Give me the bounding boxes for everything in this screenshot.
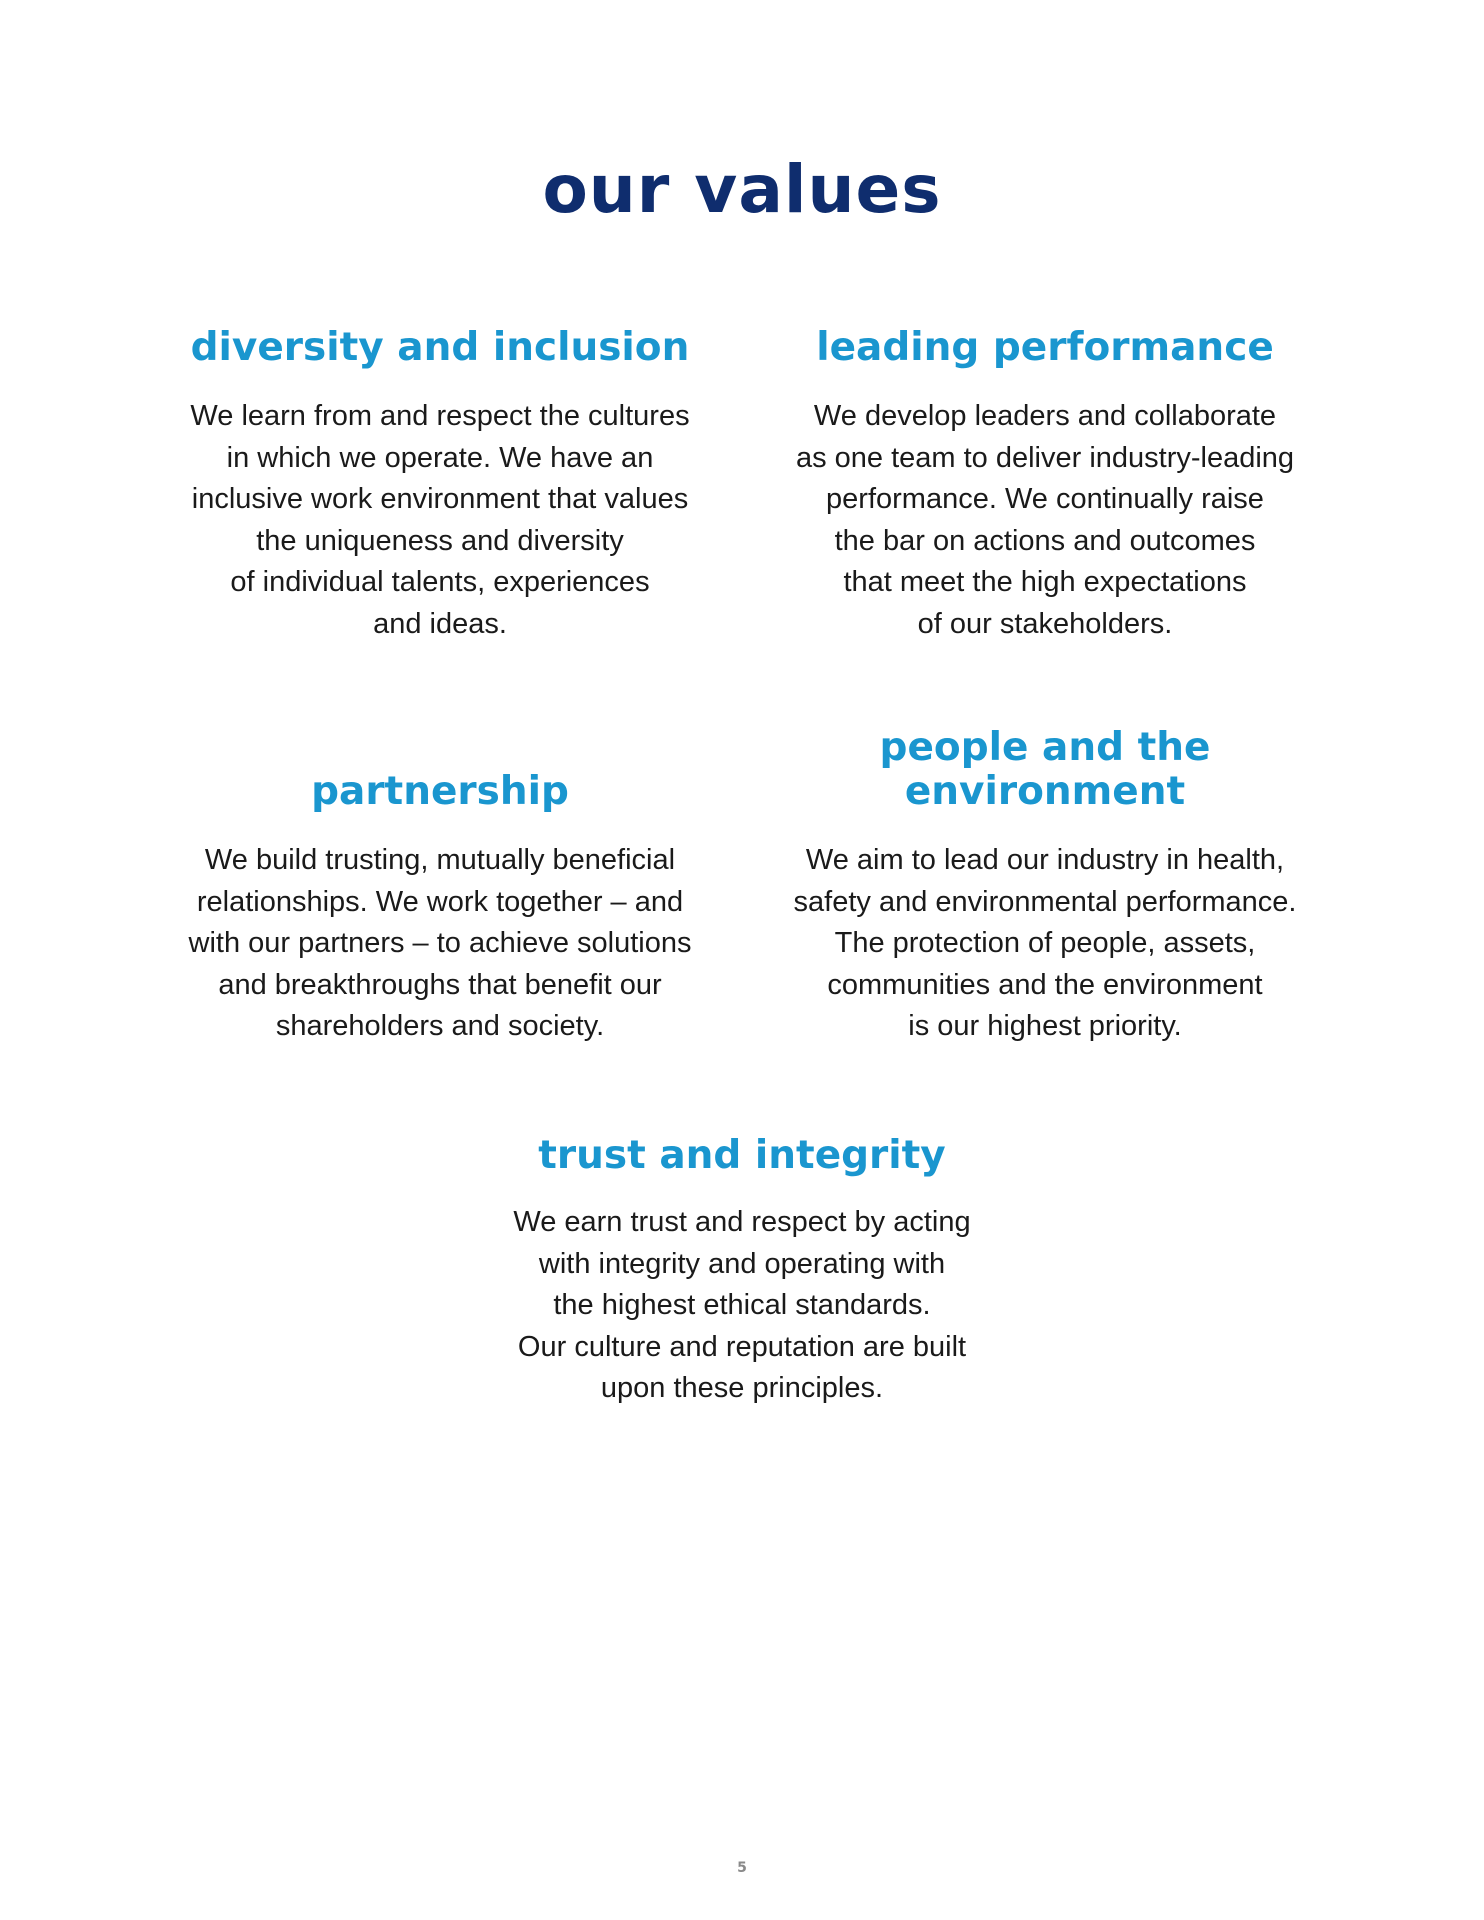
value-trust-and-integrity (442, 0, 1042, 1920)
value-description: We aim to lead our industry in health, safety and environmental performance. The protection of people, assets, communities and the environment is our highest priority. (793, 844, 1297, 1042)
value-partnership (140, 0, 740, 1920)
value-heading: trust and integrity (538, 1133, 946, 1178)
value-description: We learn from and respect the cultures in which we operate. We have an inclusive work environment that values the uniqueness and diversity of individual talents, experiences and ideas. (190, 400, 690, 640)
value-description: We build trusting, mutually beneficial relationships. We work together – and with our partners – to achieve solutions and breakthroughs that benefit our shareholders and society. (188, 844, 692, 1042)
value-heading: people and the environment (879, 725, 1211, 814)
value-heading: partnership (311, 769, 569, 814)
value-heading: diversity and inclusion (190, 325, 690, 370)
value-heading: leading performance (816, 325, 1274, 370)
value-description: We develop leaders and collaborate as one team to deliver industry-leading performance. We continually raise the bar on actions and outcomes that meet the high expectations of our stakeholders. (795, 400, 1295, 640)
page-title: our values (542, 151, 942, 228)
page-number: 5 (737, 1860, 747, 1876)
value-diversity-and-inclusion (140, 0, 740, 1920)
value-people-and-the-environment (745, 0, 1345, 1920)
value-leading-performance (745, 0, 1345, 1920)
value-description: We earn trust and respect by acting with integrity and operating with the highest ethical standards. Our culture and reputation are built upon these principles. (513, 1206, 971, 1404)
